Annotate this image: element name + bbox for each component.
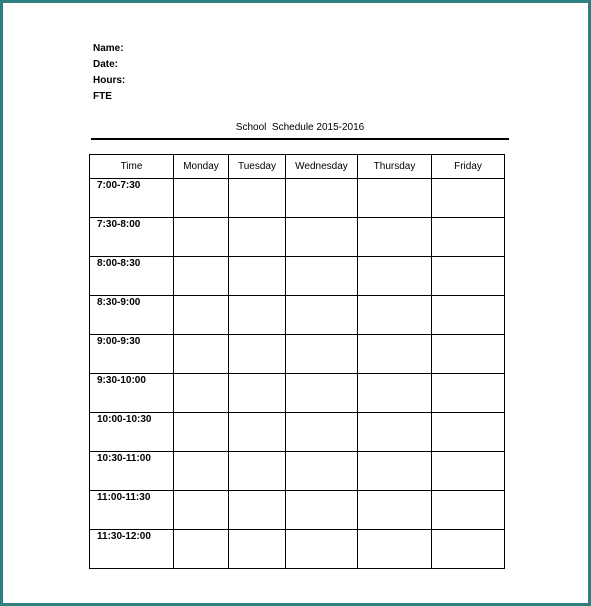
schedule-row: [90, 335, 505, 374]
schedule-cell-tuesday[interactable]: [229, 218, 286, 257]
schedule-cell-wednesday[interactable]: [286, 257, 358, 296]
time-slot-label: 11:00-11:30: [90, 491, 174, 530]
schedule-cell-thursday[interactable]: [358, 179, 432, 218]
schedule-cell-tuesday[interactable]: [229, 179, 286, 218]
header-wednesday: Wednesday: [286, 155, 358, 179]
schedule-cell-thursday[interactable]: [358, 296, 432, 335]
schedule-table: [89, 154, 505, 569]
fte-label: FTE: [93, 91, 112, 102]
schedule-cell-thursday[interactable]: [358, 452, 432, 491]
schedule-cell-monday[interactable]: [174, 335, 229, 374]
schedule-row: [90, 257, 505, 296]
schedule-cell-friday[interactable]: [432, 530, 505, 569]
schedule-cell-monday[interactable]: [174, 179, 229, 218]
header-time: Time: [90, 155, 174, 179]
schedule-cell-tuesday[interactable]: [229, 530, 286, 569]
schedule-cell-tuesday[interactable]: [229, 452, 286, 491]
schedule-cell-monday[interactable]: [174, 491, 229, 530]
time-slot-label: 9:00-9:30: [90, 335, 174, 374]
schedule-cell-wednesday[interactable]: [286, 374, 358, 413]
schedule-cell-wednesday[interactable]: [286, 413, 358, 452]
date-label: Date:: [93, 59, 119, 70]
schedule-cell-monday[interactable]: [174, 413, 229, 452]
schedule-row: [90, 491, 505, 530]
header-friday: Friday: [432, 155, 505, 179]
schedule-cell-tuesday[interactable]: [229, 257, 286, 296]
schedule-cell-tuesday[interactable]: [229, 335, 286, 374]
schedule-cell-monday[interactable]: [174, 257, 229, 296]
time-slot-label: 10:00-10:30: [90, 413, 174, 452]
schedule-row: [90, 374, 505, 413]
schedule-cell-friday[interactable]: [432, 452, 505, 491]
schedule-cell-wednesday[interactable]: [286, 491, 358, 530]
schedule-cell-friday[interactable]: [432, 257, 505, 296]
schedule-cell-tuesday[interactable]: [229, 413, 286, 452]
header-row: [90, 155, 505, 179]
schedule-cell-friday[interactable]: [432, 413, 505, 452]
schedule-cell-tuesday[interactable]: [229, 491, 286, 530]
schedule-row: [90, 218, 505, 257]
schedule-cell-thursday[interactable]: [358, 413, 432, 452]
time-slot-label: 8:00-8:30: [90, 257, 174, 296]
schedule-row: [90, 296, 505, 335]
schedule-cell-thursday[interactable]: [358, 530, 432, 569]
schedule-cell-wednesday[interactable]: [286, 530, 358, 569]
title-underline: [91, 138, 509, 140]
schedule-cell-friday[interactable]: [432, 491, 505, 530]
time-slot-label: 10:30-11:00: [90, 452, 174, 491]
schedule-row: [90, 413, 505, 452]
schedule-cell-tuesday[interactable]: [229, 374, 286, 413]
schedule-cell-monday[interactable]: [174, 374, 229, 413]
schedule-cell-wednesday[interactable]: [286, 296, 358, 335]
header-thursday: Thursday: [358, 155, 432, 179]
time-slot-label: 7:30-8:00: [90, 218, 174, 257]
schedule-cell-friday[interactable]: [432, 374, 505, 413]
header-monday: Monday: [174, 155, 229, 179]
schedule-cell-monday[interactable]: [174, 530, 229, 569]
schedule-cell-monday[interactable]: [174, 296, 229, 335]
schedule-cell-friday[interactable]: [432, 179, 505, 218]
schedule-cell-wednesday[interactable]: [286, 452, 358, 491]
schedule-body: [90, 179, 505, 569]
schedule-cell-thursday[interactable]: [358, 491, 432, 530]
schedule-cell-monday[interactable]: [174, 452, 229, 491]
schedule-cell-tuesday[interactable]: [229, 296, 286, 335]
schedule-row: [90, 530, 505, 569]
time-slot-label: 8:30-9:00: [90, 296, 174, 335]
header-tuesday: Tuesday: [229, 155, 286, 179]
schedule-cell-monday[interactable]: [174, 218, 229, 257]
time-slot-label: 9:30-10:00: [90, 374, 174, 413]
schedule-cell-wednesday[interactable]: [286, 179, 358, 218]
name-label: Name:: [93, 43, 124, 54]
schedule-title: School Schedule 2015-2016: [235, 122, 365, 133]
time-slot-label: 7:00-7:30: [90, 179, 174, 218]
schedule-cell-friday[interactable]: [432, 218, 505, 257]
schedule-cell-wednesday[interactable]: [286, 218, 358, 257]
time-slot-label: 11:30-12:00: [90, 530, 174, 569]
schedule-cell-friday[interactable]: [432, 296, 505, 335]
info-fields: [93, 41, 125, 105]
schedule-cell-thursday[interactable]: [358, 257, 432, 296]
schedule-cell-thursday[interactable]: [358, 374, 432, 413]
schedule-cell-thursday[interactable]: [358, 335, 432, 374]
schedule-cell-thursday[interactable]: [358, 218, 432, 257]
hours-label: Hours:: [93, 75, 126, 86]
schedule-cell-friday[interactable]: [432, 335, 505, 374]
schedule-row: [90, 452, 505, 491]
schedule-cell-wednesday[interactable]: [286, 335, 358, 374]
schedule-row: [90, 179, 505, 218]
